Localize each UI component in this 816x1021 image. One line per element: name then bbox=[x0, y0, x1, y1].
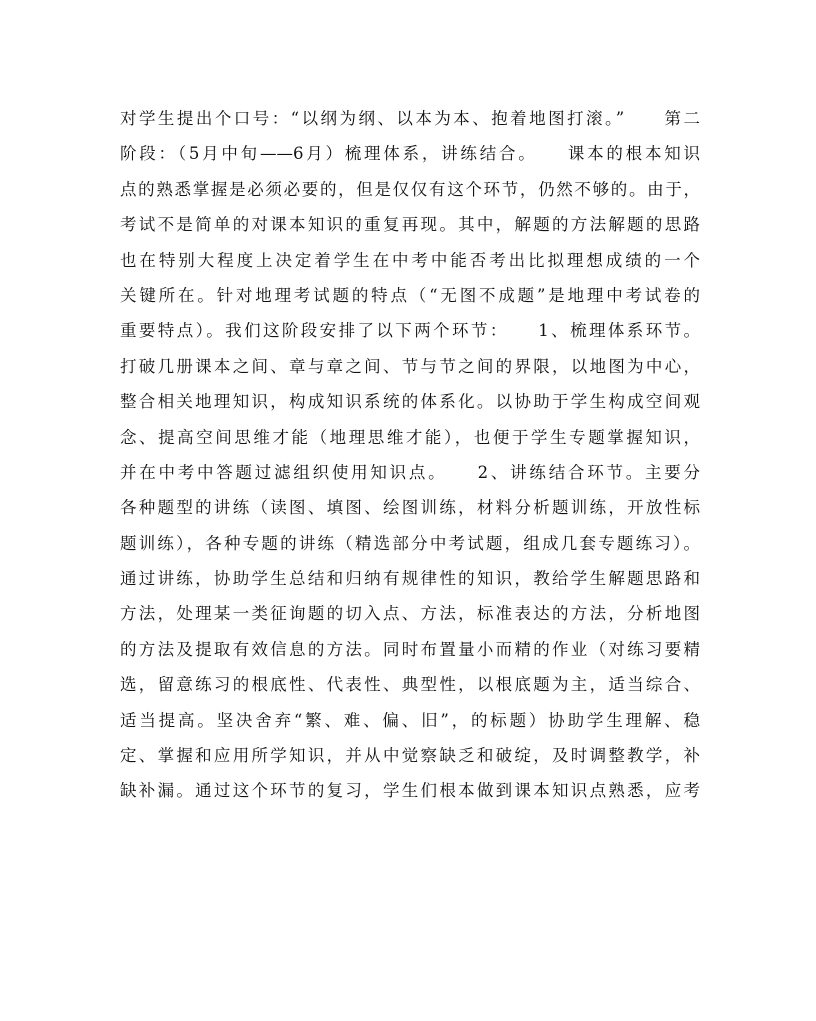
body-text bbox=[120, 101, 700, 809]
text-line: 各种题型的讲练（读图、填图、绘图训练，材料分析题训练，开放性标 bbox=[120, 498, 700, 518]
text-line: 缺补漏。通过这个环节的复习，学生们根本做到课本知识点熟悉，应考 bbox=[120, 781, 700, 801]
text-line: 整合相关地理知识，构成知识系统的体系化。以协助于学生构成空间观 bbox=[120, 392, 700, 412]
text-line: 定、掌握和应用所学知识，并从中觉察缺乏和破绽，及时调整教学，补 bbox=[120, 746, 700, 766]
text-line: 重要特点）。我们这阶段安排了以下两个环节： 1、梳理体系环节。 bbox=[120, 321, 700, 341]
text-line: 选，留意练习的根底性、代表性、典型性，以根底题为主，适当综合、 bbox=[120, 675, 700, 695]
text-line: 阶段：（5月中旬——6月）梳理体系，讲练结合。 课本的根本知识 bbox=[120, 144, 700, 164]
text-line: 考试不是简单的对课本知识的重复再现。其中，解题的方法解题的思路 bbox=[120, 215, 700, 235]
text-line: 的方法及提取有效信息的方法。同时布置量小而精的作业（对练习要精 bbox=[120, 639, 700, 659]
text-line: 并在中考中答题过滤组织使用知识点。 2、讲练结合环节。主要分 bbox=[120, 462, 700, 482]
text-line: 打破几册课本之间、章与章之间、节与节之间的界限，以地图为中心， bbox=[120, 356, 700, 376]
text-line: 关键所在。针对地理考试题的特点（“无图不成题”是地理中考试卷的 bbox=[120, 285, 700, 305]
text-line: 适当提高。坚决舍弃“繁、难、偏、旧”，的标题）协助学生理解、稳 bbox=[120, 710, 700, 730]
text-line: 题训练），各种专题的讲练（精选部分中考试题，组成几套专题练习）。 bbox=[120, 533, 700, 553]
text-line: 也在特别大程度上决定着学生在中考中能否考出比拟理想成绩的一个 bbox=[120, 250, 700, 270]
text-line: 念、提高空间思维才能（地理思维才能），也便于学生专题掌握知识， bbox=[120, 427, 700, 447]
text-line: 对学生提出个口号：“以纲为纲、以本为本、抱着地图打滚。” 第二 bbox=[120, 109, 700, 128]
text-line: 点的熟悉掌握是必须必要的，但是仅仅有这个环节，仍然不够的。由于， bbox=[120, 179, 700, 199]
text-line: 方法，处理某一类征询题的切入点、方法，标准表达的方法，分析地图 bbox=[120, 604, 700, 624]
text-line: 通过讲练，协助学生总结和归纳有规律性的知识，教给学生解题思路和 bbox=[120, 569, 700, 589]
